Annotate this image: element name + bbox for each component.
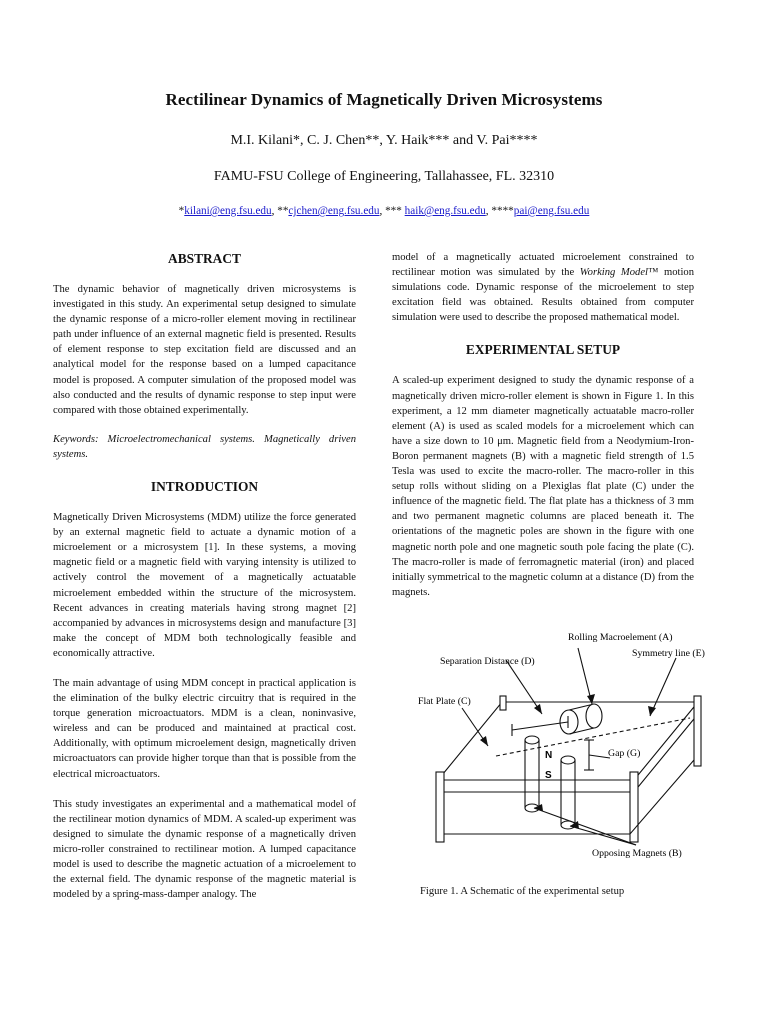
separation-dimension	[512, 722, 568, 730]
label-flat-plate: Flat Plate (C)	[418, 695, 471, 707]
keywords-text: : Microelectromechanical systems. Magnetically driven systems.	[53, 433, 356, 460]
email-line	[0, 205, 768, 217]
label-symmetry-line: Symmetry line (E)	[632, 647, 705, 659]
figure-1	[384, 620, 714, 880]
paper-title: Rectilinear Dynamics of Magnetically Driven Microsystems	[165, 90, 603, 109]
front-right-post	[630, 772, 638, 842]
left-column	[53, 250, 356, 902]
keywords-label: Keywords	[53, 433, 95, 445]
email-marker: , ****	[485, 205, 514, 217]
roller-end	[560, 710, 578, 734]
label-rolling-macroelement: Rolling Macroelement (A)	[568, 631, 673, 643]
abstract-heading: ABSTRACT	[168, 251, 241, 266]
trademark-symbol: ™	[647, 267, 659, 279]
email-link-haik[interactable]: haik@eng.fsu.edu	[404, 205, 486, 217]
label-opposing-magnets: Opposing Magnets (B)	[592, 847, 682, 859]
continued-paragraph	[392, 250, 694, 325]
introduction-heading: INTRODUCTION	[150, 479, 259, 495]
author-list: M.I. Kilani*, C. J. Chen**, Y. Haik*** and V. Pai****	[230, 133, 538, 148]
front-left-post	[436, 772, 444, 842]
working-model-name: Working Model	[579, 267, 648, 279]
back-right-post	[694, 696, 701, 766]
experimental-heading: EXPERIMENTAL SETUP	[465, 342, 621, 358]
pole-label-south: S	[545, 769, 552, 781]
email-marker: , ***	[379, 205, 405, 217]
introduction-paragraph-3: This study investigates an experimental and a mathematical model of the rectilinear motion dynamics of MDM. A scaled-up experiment was designed to simulate the dynamic response of a magnetically driven micro-roller constrained to rectilinear motion. A lumped capacitance model is used to describe the magnetic actuation of a microelement to the external field. The dynamic response of the magnetic material is modeled by a spring-mass-damper analogy. The	[53, 798, 356, 901]
continued-text-a: model of a magnetically actuated microelement constrained to rectilinear motion was simulated by the	[392, 252, 694, 279]
figure-caption: Figure 1. A Schematic of the experimental setup	[420, 885, 625, 897]
email-link-pai[interactable]: pai@eng.fsu.edu	[513, 205, 590, 217]
continued-text-b: motion simulations code. Dynamic response of the microelement to step excitation field was obtained. Results obtained from computer simulation were used to describe the proposed mathematical model.	[392, 267, 694, 324]
abstract-text: The dynamic behavior of magnetically driven microsystems is investigated in this study. An experimental setup designed to simulate the dynamic response of a micro-roller element moving in rectilinear path under influence of an external magnetic field is presented. Results of element response to step excitation field are discussed and an analytical model for the response based on a lumped capacitance model is proposed. A computer simulation of the proposed model was also conducted and the results of dynamic response to step input were compared with those obtained experimentally.	[53, 284, 356, 416]
introduction-paragraph-1: Magnetically Driven Microsystems (MDM) utilize the force generated by an external magnetic field to actuate a dynamic motion of a microelement or a microsystem [1]. In these systems, a moving magnetic field or a magnetic field with varying intensity is utilized to actively control the movement of a magnetically actuatable microelement embedded within the structure of the microsystem. Recent advances in creating materials having strong magnet [2] accompanied by advances in microsystems design and manufacture [3] make the concept of MDM both technologically feasible and economically attractive.	[53, 512, 356, 659]
roller-end	[586, 704, 602, 728]
introduction-paragraph-2: The main advantage of using MDM concept in practical application is the elimination of the bulky electric circuitry that is required in the torque generation microactuators. MDM is a clean, noninvasive, wireless and can be produced and maintained at practical cost. Additionally, with optimum microelement design, magnetically driven microactuators can provide higher torque than that is possible from the electrical microactuators.	[53, 677, 356, 780]
setup-schematic	[384, 620, 714, 880]
experimental-paragraph: A scaled-up experiment designed to study the dynamic response of a magnetically driven micro-roller element is shown in Figure 1. In this experiment, a 12 mm diameter magnetically actuatable macro-roller element (A) is used as scaled models for a microelement which can have a size down to 10 μm. Magnetic field from a Neodymium-Iron-Boron permanent magnets (B) with a magnetic field strength of 1.5 Tesla was used to excite the macro-roller. The macro-roller in this setup rolls without sliding on a Plexiglas flat plate (C) under the influence of the magnetic field. The flat plate has a thickness of 3 mm and two permanent magnetic columns are placed beneath it. The orientations of the magnetic poles are shown in the figure with one magnetic north pole and one magnetic south pole facing the plate (C). The macro-roller is made of ferromagnetic material (iron) and placed initially symmetrical to the magnetic column at a distance (D) from the magnets.	[392, 375, 694, 598]
floor-outline	[444, 760, 694, 834]
email-marker: , **	[271, 205, 289, 217]
email-link-cjchen[interactable]: cjchen@eng.fsu.edu	[288, 205, 380, 217]
right-column	[392, 250, 705, 899]
affiliation: FAMU-FSU College of Engineering, Tallahassee, FL. 32310	[213, 169, 555, 184]
email-marker: *	[178, 205, 185, 217]
keywords	[53, 432, 356, 462]
back-left-post	[500, 696, 506, 710]
label-separation-distance: Separation Distance (D)	[440, 655, 535, 667]
email-link-kilani[interactable]: kilani@eng.fsu.edu	[184, 205, 272, 217]
pole-label-north: N	[545, 749, 553, 761]
label-gap: Gap (G)	[608, 747, 641, 759]
